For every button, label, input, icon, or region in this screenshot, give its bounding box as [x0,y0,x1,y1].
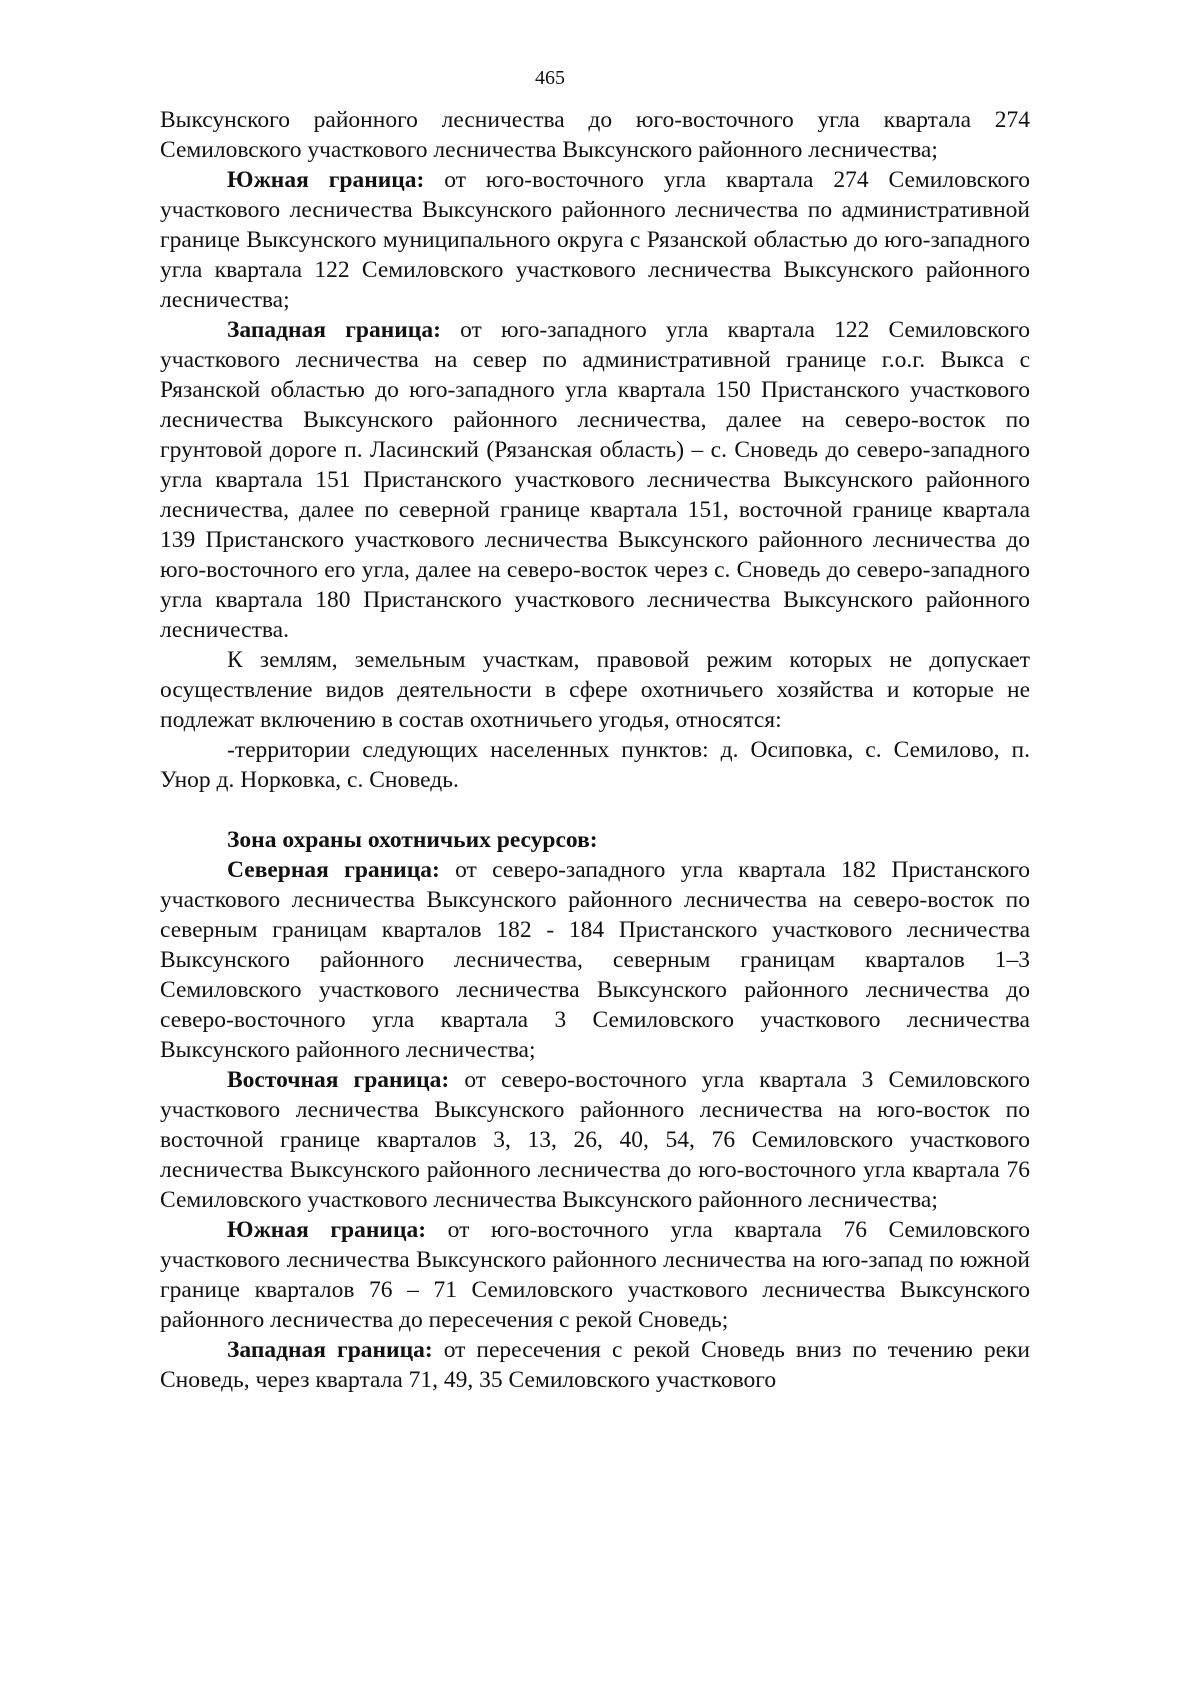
paragraph-text: от северо-восточного угла квартала 3 Семиловского участкового лесничества Выксунского районного лесничества на юго-восток по восточной границе кварталов 3, 13, 26, 40, 54, 76 Семиловского участкового лесничества Выксунского районного лесничества до юго-восточного угла квартала 76 Семиловского участкового лесничества Выксунского районного лесничества; [160,1067,1030,1213]
paragraph-text: -территории следующих населенных пунктов: д. Осиповка, с. Семилово, п. Унор д. Норковка, с. Сноведь. [160,737,1030,793]
page-number: 465 [535,67,565,89]
document-body [160,105,1030,1395]
paragraph-label: Южная граница: [227,1217,427,1243]
paragraph-label: Западная граница: [227,1337,433,1363]
paragraph-continuation [160,105,1030,165]
paragraph-east-border [160,1065,1030,1215]
paragraph-south-border [160,165,1030,315]
blank-line [160,795,1030,825]
paragraph-text: К землям, земельным участкам, правовой режим которых не допускает осуществление видов деятельности в сфере охотничьего хозяйства и которые не подлежат включению в состав охотничьего угодья, относятся: [160,647,1030,733]
paragraph-text: от юго-восточного угла квартала 76 Семиловского участкового лесничества Выксунского районного лесничества на юго-запад по южной границе кварталов 76 – 71 Семиловского участкового лесничества Выксунского районного лесничества до пересечения с рекой Сноведь; [160,1217,1031,1333]
paragraph-text: Выксунского районного лесничества до юго-восточного угла квартала 274 Семиловского участкового лесничества Выксунского районного лесничества; [160,107,1030,163]
paragraph-south-border-zone [160,1215,1030,1335]
paragraph-west-border-zone [160,1335,1030,1395]
paragraph-restricted-lands [160,645,1030,735]
paragraph-text: от юго-западного угла квартала 122 Семиловского участкового лесничества на север по административной границе г.о.г. Выкса с Рязанской областью до юго-западного угла квартала 150 Пристанского участкового лесничества Выксунского районного лесничества, далее на северо-восток по грунтовой дороге п. Ласинский (Рязанская область) – с. Сноведь до северо-западного угла квартала 151 Пристанского участкового лесничества Выксунского районного лесничества, далее по северной границе квартала 151, восточной границе квартала 139 Пристанского участкового лесничества Выксунского районного лесничества до юго-восточного его угла, далее на северо-восток через с. Сноведь до северо-западного угла квартала 180 Пристанского участкового лесничества Выксунского районного лесничества. [160,317,1031,643]
paragraph-label: Восточная граница: [227,1067,450,1093]
paragraph-text: от юго-восточного угла квартала 274 Семиловского участкового лесничества Выксунского районного лесничества по административной границе Выксунского муниципального округа с Рязанской областью до юго-западного угла квартала 122 Семиловского участкового лесничества Выксунского районного лесничества; [160,167,1030,313]
paragraph-label: Южная граница: [227,167,425,193]
paragraph-text: от северо-западного угла квартала 182 Пристанского участкового лесничества Выксунского районного лесничества на северо-восток по северным границам кварталов 182 - 184 Пристанского участкового лесничества Выксунского районного лесничества, северным границам кварталов 1–3 Семиловского участкового лесничества Выксунского районного лесничества до северо-восточного угла квартала 3 Семиловского участкового лесничества Выксунского районного лесничества; [160,857,1030,1063]
paragraph-label: Западная граница: [227,317,441,343]
paragraph-west-border [160,315,1030,645]
paragraph-text: от пересечения с рекой Сноведь вниз по течению реки Сноведь, через квартала 71, 49, 35 Семиловского участкового [160,1337,1030,1393]
section-heading [160,825,1030,855]
section-heading-text: Зона охраны охотничьих ресурсов: [227,827,598,853]
paragraph-settlements-list [160,735,1030,795]
paragraph-label: Северная граница: [227,857,440,883]
paragraph-north-border [160,855,1030,1065]
